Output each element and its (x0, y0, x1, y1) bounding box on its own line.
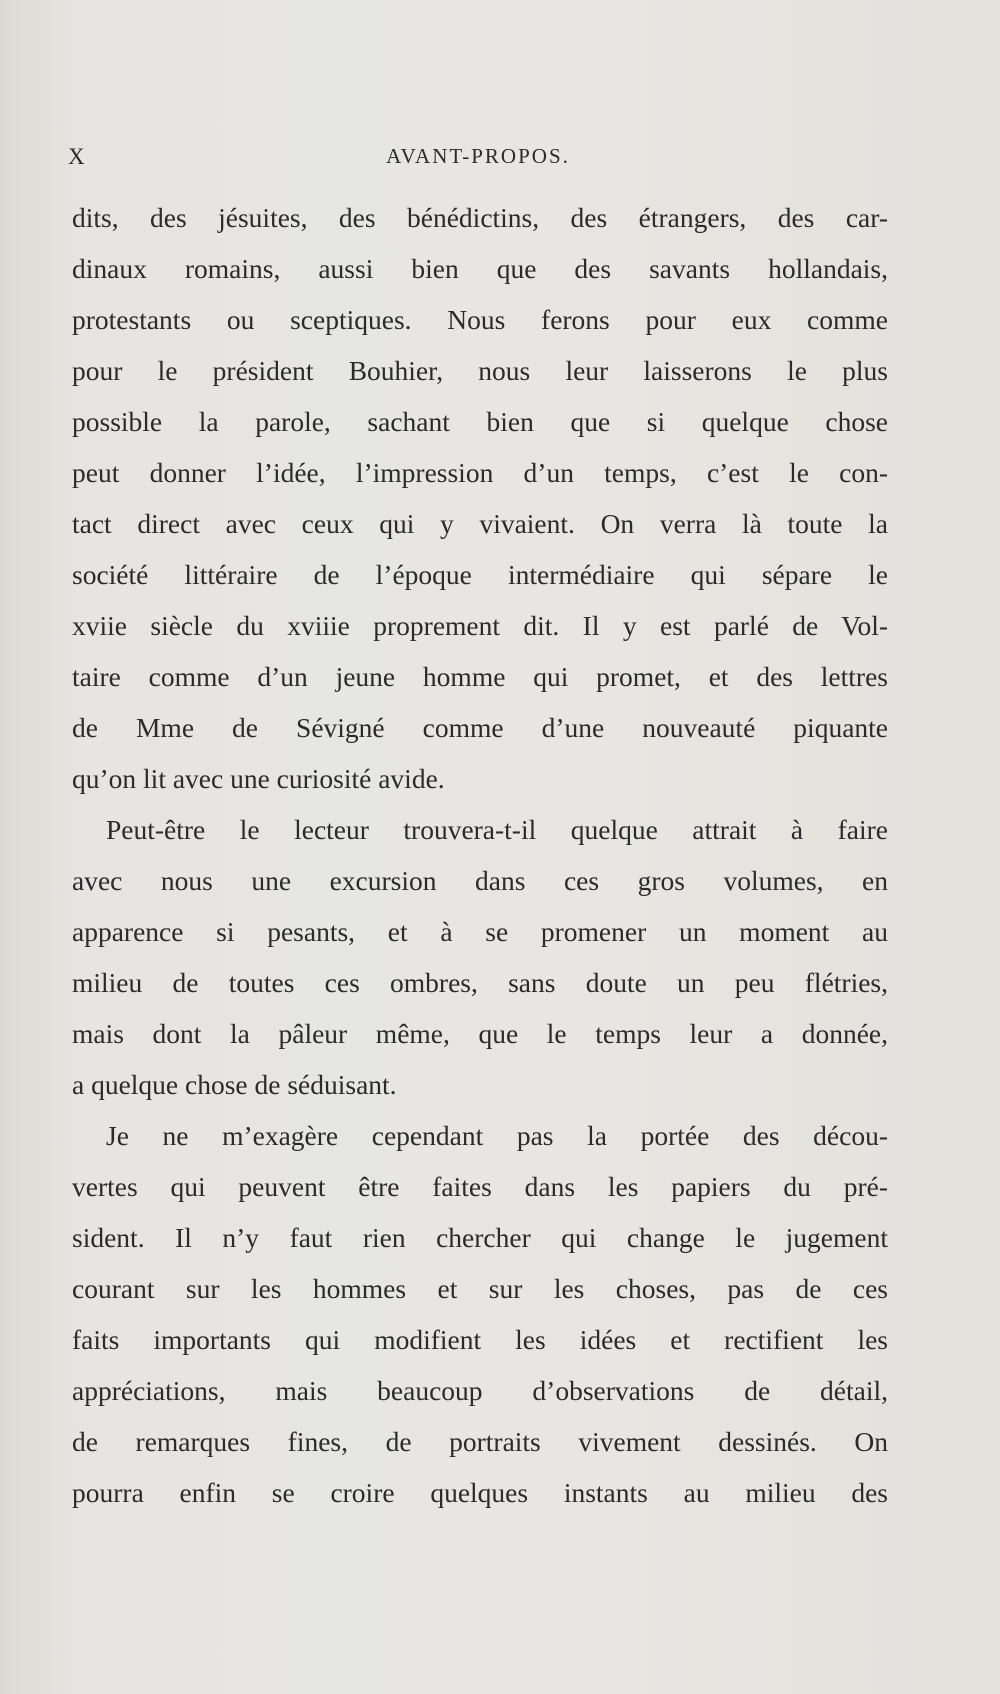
text-line: de Mme de Sévigné comme d’une nouveauté piquante (72, 712, 888, 743)
text-line: peut donner l’idée, l’impression d’un temps, c’est le con- (72, 457, 888, 488)
body-text (72, 192, 888, 1518)
text-line: possible la parole, sachant bien que si quelque chose (72, 406, 888, 437)
text-line: Je ne m’exagère cependant pas la portée des décou- (106, 1120, 888, 1151)
text-line: dits, des jésuites, des bénédictins, des étrangers, des car- (72, 202, 888, 233)
text-line: société littéraire de l’époque intermédiaire qui sépare le (72, 559, 888, 590)
text-line: milieu de toutes ces ombres, sans doute un peu flétries, (72, 967, 888, 998)
text-line: tact direct avec ceux qui y vivaient. On verra là toute la (72, 508, 888, 539)
running-title: AVANT-PROPOS. (386, 144, 570, 168)
text-line: appréciations, mais beaucoup d’observations de détail, (72, 1375, 888, 1406)
text-line: a quelque chose de séduisant. (72, 1069, 397, 1100)
text-line: avec nous une excursion dans ces gros volumes, en (72, 865, 888, 896)
text-line: xviie siècle du xviiie proprement dit. Il y est parlé de Vol- (72, 610, 888, 641)
page-number: X (68, 144, 86, 169)
paragraph-3 (72, 1110, 888, 1518)
text-line: mais dont la pâleur même, que le temps leur a donnée, (72, 1018, 888, 1049)
text-line: sident. Il n’y faut rien chercher qui change le jugement (72, 1222, 888, 1253)
text-line: apparence si pesants, et à se promener un moment au (72, 916, 888, 947)
text-line: faits importants qui modifient les idées et rectifient les (72, 1324, 888, 1355)
text-line: vertes qui peuvent être faites dans les papiers du pré- (72, 1171, 888, 1202)
text-line: protestants ou sceptiques. Nous ferons pour eux comme (72, 304, 888, 335)
text-line: Peut-être le lecteur trouvera-t-il quelque attrait à faire (106, 814, 888, 845)
page-header (68, 144, 888, 174)
text-line: dinaux romains, aussi bien que des savants hollandais, (72, 253, 888, 284)
paragraph-1 (72, 192, 888, 804)
text-line: pourra enfin se croire quelques instants au milieu des (72, 1477, 888, 1508)
paragraph-2 (72, 804, 888, 1110)
text-line: qu’on lit avec une curiosité avide. (72, 763, 445, 794)
text-line: de remarques fines, de portraits vivement dessinés. On (72, 1426, 888, 1457)
text-line: courant sur les hommes et sur les choses, pas de ces (72, 1273, 888, 1304)
text-line: pour le président Bouhier, nous leur laisserons le plus (72, 355, 888, 386)
text-line: taire comme d’un jeune homme qui promet, et des lettres (72, 661, 888, 692)
